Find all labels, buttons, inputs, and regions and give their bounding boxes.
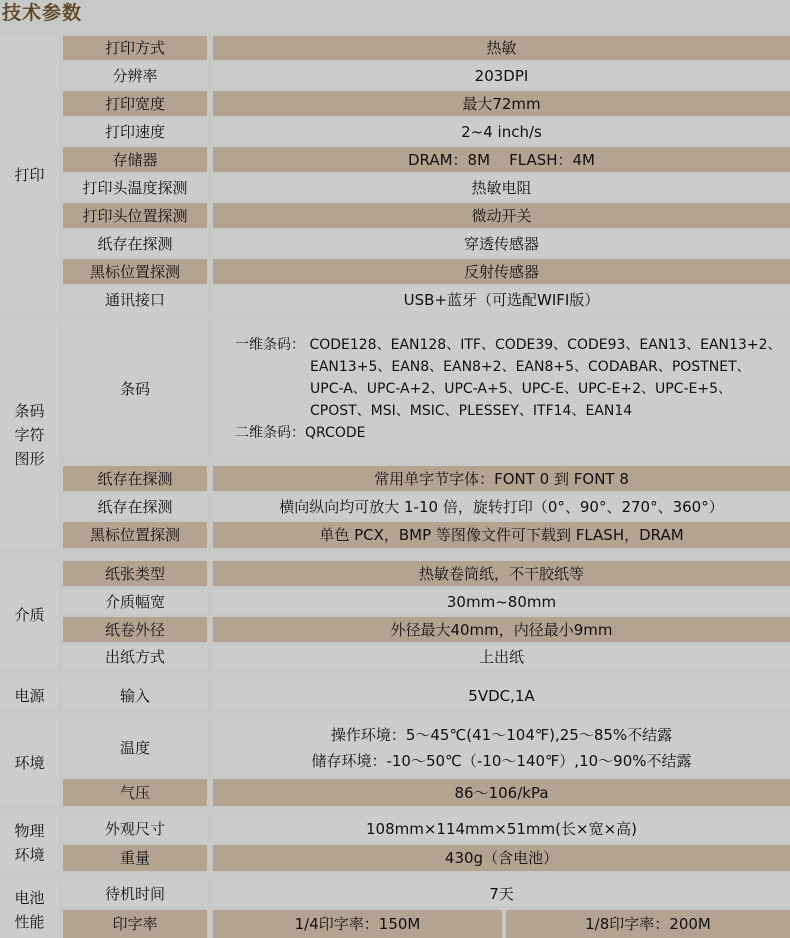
row-value: 热敏电阻 — [213, 175, 790, 200]
row-label-barcode: 条码 — [63, 321, 207, 456]
barcode-line: CPOST、MSI、MSIC、PLESSEY、ITF14、EAN14 — [310, 402, 633, 419]
row-value: 5VDC,1A — [213, 681, 790, 710]
barcode-list — [213, 321, 790, 456]
category-power: 电源 — [0, 681, 59, 710]
row-label: 纸卷外径 — [63, 617, 207, 642]
row-value: 108mm×114mm×51mm(长×宽×高) — [213, 815, 790, 842]
row-label: 打印速度 — [63, 119, 207, 144]
category-line: 图形 — [14, 449, 45, 468]
barcode-line: 一维条码： CODE128、EAN128、ITF、CODE39、CODE93、EAN13、EAN13+2、 — [235, 336, 782, 353]
row-value-a: 1/4印字率：150M — [213, 910, 502, 938]
row-label: 气压 — [63, 779, 207, 806]
row-label: 黑标位置探测 — [63, 522, 207, 548]
category-line: 物理 — [14, 822, 45, 840]
barcode-line: 二维条码：QRCODE — [235, 424, 366, 441]
row-value: 430g（含电池） — [213, 845, 790, 871]
row-value: 86～106/kPa — [213, 779, 790, 806]
row-label: 打印宽度 — [63, 91, 207, 116]
row-label: 纸张类型 — [63, 561, 207, 586]
temperature-line: 操作环境：5～45℃(41～104℉),25～85%不结露 — [330, 726, 673, 744]
row-value: 7天 — [213, 881, 790, 907]
row-value: 外径最大40mm，内径最小9mm — [213, 617, 790, 642]
row-value-b: 1/8印字率：200M — [506, 910, 790, 938]
row-value: 穿透传感器 — [213, 231, 790, 256]
category-line: 电池 — [14, 888, 45, 907]
row-label: 待机时间 — [63, 881, 207, 907]
row-label: 纸存在探测 — [63, 466, 207, 491]
row-label: 出纸方式 — [63, 645, 207, 669]
row-label: 打印头位置探测 — [63, 203, 207, 228]
row-label: 通讯接口 — [63, 287, 207, 313]
row-label: 分辨率 — [63, 63, 207, 88]
category-line: 性能 — [14, 912, 45, 931]
barcode-line: EAN13+5、EAN8、EAN8+2、EAN8+5、CODABAR、POSTNET、 — [310, 358, 751, 375]
row-value: 微动开关 — [213, 203, 790, 228]
category-line: 字符 — [14, 425, 45, 444]
row-label: 打印方式 — [63, 36, 207, 60]
category-media: 介质 — [0, 561, 59, 669]
row-value: 横向纵向均可放大 1-10 倍，旋转打印（0°、90°、270°、360°） — [213, 494, 790, 519]
row-label: 外观尺寸 — [63, 815, 207, 842]
category-line: 条码 — [14, 401, 45, 420]
row-value: DRAM：8M FLASH：4M — [213, 147, 790, 172]
row-value: 反射传感器 — [213, 259, 790, 284]
row-label: 输入 — [63, 681, 207, 710]
row-value: 热敏 — [213, 36, 790, 60]
category-physical — [0, 815, 59, 871]
category-line: 环境 — [14, 846, 45, 864]
row-value: 单色 PCX，BMP 等图像文件可下载到 FLASH，DRAM — [213, 522, 790, 548]
category-barcode-font-graphic — [0, 321, 59, 548]
row-label: 黑标位置探测 — [63, 259, 207, 284]
row-label: 纸存在探测 — [63, 231, 207, 256]
category-print: 打印 — [0, 36, 59, 313]
category-environment: 环境 — [0, 720, 59, 806]
row-label: 温度 — [63, 720, 207, 776]
category-battery — [0, 881, 59, 938]
row-value: 常用单字节字体：FONT 0 到 FONT 8 — [213, 466, 790, 491]
barcode-line: UPC-A、UPC-A+2、UPC-A+5、UPC-E、UPC-E+2、UPC-E+5、 — [310, 380, 732, 397]
row-label: 重量 — [63, 845, 207, 871]
row-label: 存储器 — [63, 147, 207, 172]
row-value: 上出纸 — [213, 645, 790, 669]
row-label: 介质幅宽 — [63, 589, 207, 614]
row-label: 打印头温度探测 — [63, 175, 207, 200]
row-value: 热敏卷筒纸，不干胶纸等 — [213, 561, 790, 586]
row-value: 2~4 inch/s — [213, 119, 790, 144]
row-value: USB+蓝牙（可选配WIFI版） — [213, 287, 790, 313]
row-value: 203DPI — [213, 63, 790, 88]
row-value: 30mm~80mm — [213, 589, 790, 614]
row-label: 印字率 — [63, 910, 207, 938]
temperature-line: 储存环境：-10～50℃（-10～140℉）,10～90%不结露 — [311, 752, 692, 770]
row-value-temperature — [213, 720, 790, 776]
page-title: 技术参数 — [2, 2, 83, 24]
row-value: 最大72mm — [213, 91, 790, 116]
row-label: 纸存在探测 — [63, 494, 207, 519]
